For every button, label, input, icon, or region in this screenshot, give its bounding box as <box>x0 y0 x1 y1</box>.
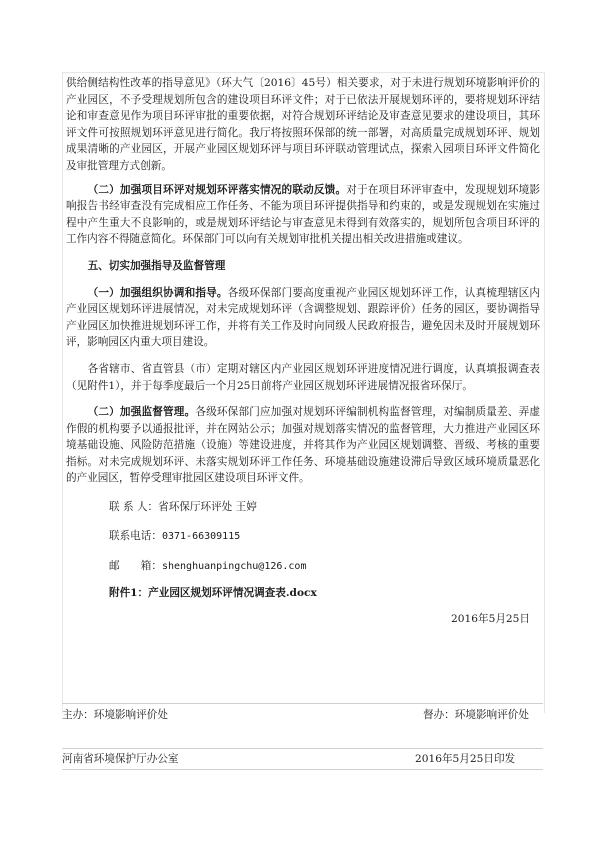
email-address[interactable]: shenghuanpingchu@126.com <box>161 561 307 573</box>
paragraph-reporting: 各省辖市、省直管县（市）定期对辖区内产业园区规划环评进度情况进行调度，认真填报调查表（见附件1），并于每季度最后一个月25日前将产业园区规划环评进展情况报省环保厅。 <box>66 362 540 392</box>
contact-person: 联 系 人：省环保厅环评处 王婷 <box>109 501 257 514</box>
attachment-link[interactable]: 附件1：产业园区规划环评情况调查表.docx <box>109 587 317 600</box>
paragraph-feedback: （二）加强项目环评对规划环评落实情况的联动反馈。对于在项目环评审查中，发现规划环境影响报告书经审查没有完成相应工作任务、不能为项目环评提供指导和约束的，或是发现规划在实施过程中产生重大不良影响的，或是规划环评结论与审查意见未得到有效落实的，规划所包含项目环评的工作内容不得随意简化。环保部门可以向有关规划审批机关提出相关改进措施或建议。 <box>66 183 541 246</box>
footer-issue-date: 2016年5月25日印发 <box>415 753 516 765</box>
attachment-line <box>66 585 540 601</box>
section-heading-5: 五、切实加强指导及监督管理 <box>87 259 226 272</box>
contact-email: 邮 箱：shenghuanpingchu@126.com <box>109 560 307 573</box>
footer-lead-dept: 主办：环境影响评价处 <box>62 709 168 721</box>
document-date: 2016年5月25日 <box>451 613 530 626</box>
phone-number: 0371-66309115 <box>161 531 241 543</box>
footer-supervise-dept: 督办：环境影响评价处 <box>423 709 529 721</box>
heading-feedback: （二）加强项目环评对规划环评落实情况的联动反馈。 <box>87 183 347 196</box>
footer-divider-middle <box>62 748 543 749</box>
footer-issuer: 河南省环境保护厅办公室 <box>62 753 179 765</box>
paragraph-supervision: （二）加强监督管理。各级环保部门应加强对规划环评编制机构监督管理，对编制质量差、弄虚作假的机构要予以通报批评，并在网站公示；加强对规划落实情况的监督管理，大力推进产业园区环境基础设施、风险防范措施（设施）等建设进度，并将其作为产业园区规划调整、晋级、考核的重要指标。对未完成规划环评、未落实规划环评工作任务、环境基础设施建设滞后导致区域环境质量恶化的产业园区，暂停受理审批园区建设项目环评文件。 <box>66 406 541 485</box>
contact-phone: 联系电话：0371-66309115 <box>109 530 241 543</box>
footer-divider-bottom <box>62 769 543 770</box>
document-body <box>66 75 540 628</box>
paragraph-continued: 供给侧结构性改革的指导意见》（环大气〔2016〕45号）相关要求，对于未进行规划环境影响评价的产业园区，不予受理规划所包含的建设项目环评文件；对于已依法开展规划环评的，要将规划环评结论和审查意见作为项目环评审批的重要依据，对符合规划环评结论及审查意见要求的建设项目，其环评文件可按照规划环评意见进行简化。我厅将按照环保部的统一部署，对高质量完成规划环评、规划成果清晰的产业园区，开展产业园区规划环评与项目环评联动管理试点，探索入园项目环评文件简化及审批管理方式创新。 <box>66 77 540 172</box>
heading-supervision: （二）加强监督管理。 <box>87 406 196 419</box>
footer-divider-top <box>62 703 543 704</box>
heading-coordination: （一）加强组织协调和指导。 <box>87 286 228 299</box>
paragraph-coordination: （一）加强组织协调和指导。各级环保部门要高度重视产业园区规划环评工作，认真梳理辖区内产业园区规划环评进展情况，对未完成规划环评（含调整规划、跟踪评价）任务的园区，要协调指导产业园区加快推进规划环评工作，并将有关工作及时向同级人民政府报告，避免因未及时开展规划环评，影响园区内重大项目建设。 <box>66 286 541 349</box>
